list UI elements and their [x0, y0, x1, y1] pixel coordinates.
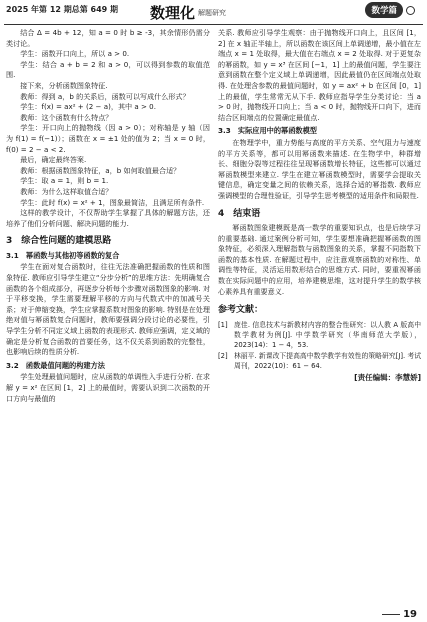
right-column [218, 28, 421, 383]
paragraph: 最后，确定最终答案. [20, 155, 87, 165]
paragraph: 教师：为什么这样取值合适？ [20, 186, 113, 196]
section-heading: 3 综合性问题的建模思路 [6, 236, 112, 247]
badge-decoration-icon [406, 6, 415, 15]
paragraph: 教师：得到 a，b 的关系后，函数可以写成什么形式？ [20, 91, 190, 101]
editor-credit: [责任编辑：李慧娇] [354, 372, 421, 382]
badge-label: 数学篇 [365, 2, 403, 18]
section-heading: 4 结束语 [218, 208, 261, 219]
reference-item [218, 320, 421, 350]
paragraph: 幂函数图象建模既是高一数学的重要知识点，也是后续学习的重要基础. 通过案例分析可知，学生要想准确把握幂函数的图象特征，必须深入理解指数与函数图象的关系，掌握不同指数下函数的基本性质. 在解题过程中，应注意观察函数的对称性、单调性等特征，灵活运用数形结合的思维方式. 同时，要重视幂函数在实际问题中的应用，培养建模思维，这对提升学生的数学核心素养具有重要意义. [218, 223, 421, 296]
reference-number: [1] [218, 320, 228, 329]
page-number-value: 19 [403, 609, 417, 620]
paragraph: 学生处理最值问题时，应从函数的单调性入手进行分析. 在求解 y = x² 在区间 [1，2] 上的最值时，需要认识到二次函数的开口方向与最值的 [6, 372, 210, 403]
issue-info: 2025 年第 12 期总第 649 期 [6, 5, 119, 14]
paragraph: 教师：这个函数有什么特点？ [20, 112, 113, 122]
references-heading: 参考文献： [218, 305, 264, 316]
column-name: 解题研究 [198, 9, 226, 17]
paragraph: 学生：开口向上的抛物线（因 a > 0）；对称轴是 y 轴（因为 f(1) = f(−1)）；函数在 x = ±1 处的值为 2；当 x = 0 时，f(0) = 2 − a < 2. [6, 123, 210, 154]
page-number-rule [382, 614, 400, 615]
paragraph: 学生：f(x) = ax² + (2 − a)，其中 a > 0. [20, 102, 156, 112]
paragraph: 学生：函数开口向上，所以 a > 0. [20, 49, 130, 59]
reference-text: 庞佳. 信息技术与新教材内容的整合性研究：以人教 A 版高中数学教材为例[J]. 中学数学研究（华南师范大学版），2023(14)：1 − 4，53. [234, 320, 421, 349]
paragraph: 接下来，分析函数图象特征. [20, 80, 108, 90]
reference-text: 林丽平. 新课改下提高高中数学教学有效性的策略研究[J]. 考试周刊，2022(10)：61 − 64. [234, 351, 421, 370]
paragraph: 学生：取 a = 1，则 b = 1. [20, 176, 109, 186]
header-divider [4, 24, 423, 25]
page-number [382, 609, 417, 620]
subsection-heading: 3.2 函数最值问题的构建方法 [6, 360, 105, 370]
subsection-heading: 3.3 实际应用中的幂函数模型 [218, 126, 317, 136]
paragraph: 学生：此时 f(x) = x² + 1，图象最简洁，且满足所有条件. [20, 197, 205, 207]
paragraph: 学生在面对复合函数时，往往无法准确把握函数的性质和图象特征. 教师应引导学生建立“分步分析”的思维方法：先明确复合函数的各个组成部分，再逐步分析每个步骤对函数图象的影响. 对于平移变换，学生需要理解平移的方向与代数式中的加减号关系；对于伸缩变换，学生应掌握系数对图象的影响. 特别是在处理绝对值与幂函数复合问题时，教师要强调分段讨论的必要性，引导学生分析不同定义域上函数的表现形式. 教师应强调，定义域的确定是分析复合函数的首要任务，这不仅关系到函数的完整性，也影响后续的性质分析. [6, 262, 210, 357]
paragraph: 关系. 教师应引导学生观察：由于抛物线开口向上，且区间 [1，2] 在 x 轴正半轴上，所以函数在该区间上单调递增，最小值在左端点 x = 1 处取得，最大值在右端点 x = 2 处取得. 对于更复杂的幂函数，如 y = x³ 在区间 [−1，1] 上的最值问题，学生要注意到函数在整个定义域上单调递增，因此最值仍在区间端点处取得. 在处理含参数的最值问题时，如 y = ax² + b 在区间 [0，1] 上的最值，学生常常无从下手. 教师应指导学生分类讨论：当 a > 0 时，抛物线开口向上；当 a < 0 时，抛物线开口向下，进而结合区间端点的位置确定最值点. [218, 28, 421, 122]
paragraph: 这样的教学设计，不仅帮助学生掌握了具体的解题方法，还培养了他们分析问题、解决问题的能力. [6, 208, 210, 228]
paragraph: 教师：根据函数图象特征，a，b 如何取值最合适？ [20, 165, 181, 175]
paragraph: 在物理学中，重力势能与高度的平方关系、空气阻力与速度的平方关系等，都可以用幂函数来描述. 在生物学中，种群增长、细胞分裂等过程往往呈现幂函数增长特征，这些都可以通过幂函数模型来建立. 学生在建立幂函数模型时，需要学会提取关键信息，确定变量之间的依赖关系，选择合适的幂指数. 教师应强调模型的合理性验证，引导学生思考模型的适用条件和局限性. [218, 137, 421, 200]
journal-title: 数理化 [150, 4, 196, 22]
page-header [0, 0, 427, 30]
left-column [6, 28, 210, 404]
paragraph: 结合 Δ = 4b + 12，知 a = 0 时 b ≥ -3，其余情形仍需分类讨论。 [6, 28, 210, 48]
reference-number: [2] [218, 351, 228, 360]
paragraph: 学生：结合 a + b = 2 和 a > 0，可以得到参数的取值范围. [6, 59, 210, 80]
subsection-heading: 3.1 幂函数与其他初等函数的复合 [6, 250, 120, 260]
reference-item [218, 351, 421, 371]
section-badge [365, 1, 415, 19]
